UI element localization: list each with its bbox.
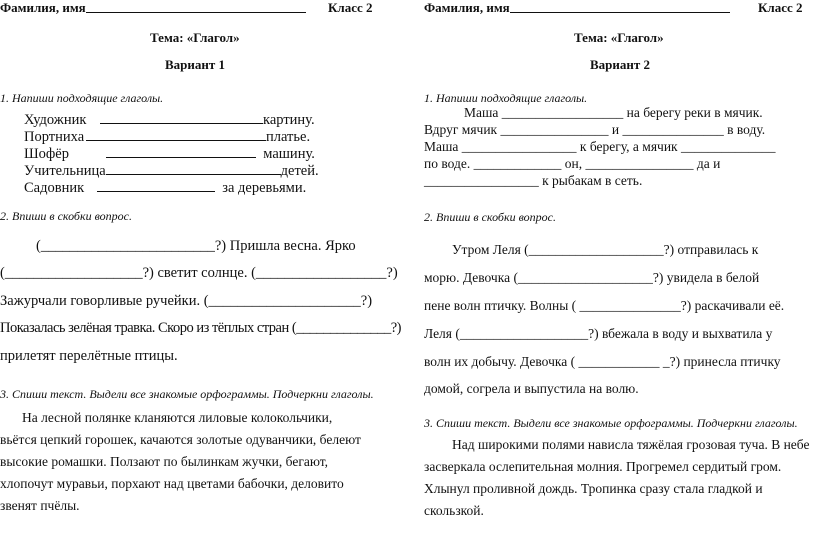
task3-line: засверкала ослепительная молния. Прогремел сердитый гром. <box>424 459 782 474</box>
task3-line: вьётся цепкий горошек, качаются золотые одуванчики, белеют <box>0 432 361 447</box>
task1-line: Шофёр машину. <box>24 146 315 162</box>
name-label: Фамилия, имя <box>0 0 86 15</box>
variant-title: Вариант 1 <box>165 57 226 72</box>
task1-line: Садовник за деревьями. <box>24 180 307 196</box>
task1-line: Портниха платье. <box>24 129 311 145</box>
topic-title: Тема: «Глагол» <box>150 30 240 45</box>
task2-line: прилетят перелётные птицы. <box>0 348 178 364</box>
name-label: Фамилия, имя <box>424 0 510 15</box>
task2-line: Утром Леля (____________________?) отправилась к <box>452 242 759 257</box>
task2-line: Леля (___________________?) вбежала в воду и выхватила у <box>424 326 773 341</box>
task3-line: Над широкими полями нависла тяжёлая грозовая туча. В небе <box>452 437 810 452</box>
task1-title: 1. Напиши подходящие глаголы. <box>0 91 164 105</box>
task2-title: 2. Впиши в скобки вопрос. <box>424 210 556 224</box>
topic-title: Тема: «Глагол» <box>574 30 664 45</box>
task2-line: домой, согрела и выпустила на волю. <box>424 381 639 396</box>
task2-line: Зажурчали говорливые ручейки. (_____________________?) <box>0 293 373 309</box>
task3-line: скользкой. <box>424 503 484 518</box>
task2-line: Показалась зелёная травка. Скоро из тёплых стран (______________?) <box>0 320 401 336</box>
task1-line: _________________ к рыбакам в сеть. <box>424 173 643 188</box>
task2-line: волн их добычу. Девочка ( ____________ _?) принесла птичку <box>424 354 781 369</box>
task2-line: морю. Девочка (____________________?) увидела в белой <box>424 270 760 285</box>
task3-line: На лесной полянке кланяются лиловые колокольчики, <box>22 410 333 425</box>
task3-line: хлопочут муравьи, порхают над цветами бабочки, деловито <box>0 476 344 491</box>
task2-line: пене волн птичку. Волны ( _______________?) раскачивали её. <box>424 298 785 313</box>
task2-line: (___________________?) светит солнце. (__________________?) <box>0 265 398 281</box>
task3-line: высокие ромашки. Ползают по былинкам жучки, бегают, <box>0 454 329 469</box>
task1-line: Художник картину. <box>24 112 315 128</box>
task1-title: 1. Напиши подходящие глаголы. <box>424 91 588 105</box>
name-line <box>510 12 730 13</box>
task3-title: 3. Спиши текст. Выдели все знакомые орфограммы. Подчеркни глаголы. <box>0 387 374 401</box>
name-line <box>86 12 306 13</box>
task2-line: (________________________?) Пришла весна. Ярко <box>36 238 356 254</box>
variant-title: Вариант 2 <box>590 57 651 72</box>
task1-line: Учительница детей. <box>24 163 319 179</box>
task3-line: Хлынул проливной дождь. Тропинка сразу стала гладкой и <box>424 481 763 496</box>
task2-title: 2. Впиши в скобки вопрос. <box>0 209 132 223</box>
task1-line: Вдруг мячик ________________ и _______________ в воду. <box>424 122 766 137</box>
task3-line: звенят пчёлы. <box>0 498 80 513</box>
task1-line: по воде. _____________ он, ________________ да и <box>424 156 721 171</box>
task3-title: 3. Спиши текст. Выдели все знакомые орфограммы. Подчеркни глаголы. <box>424 416 798 430</box>
task1-line: Маша _________________ к берегу, а мячик ______________ <box>424 139 776 154</box>
class-label: Класс 2 <box>758 0 803 15</box>
class-label: Класс 2 <box>328 0 373 15</box>
task1-line: Маша __________________ на берегу реки в мячик. <box>464 105 763 120</box>
